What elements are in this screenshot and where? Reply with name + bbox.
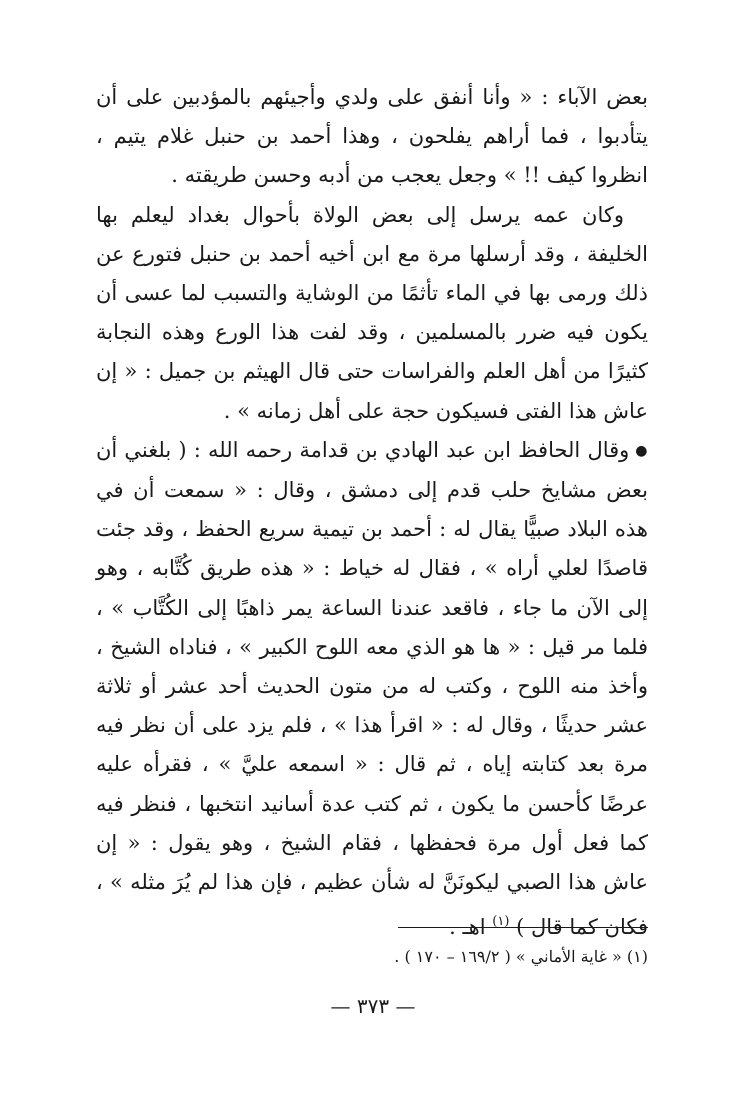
page-number: — ٣٧٣ — (330, 994, 416, 1018)
paragraph-3-end: اهـ . (449, 915, 486, 940)
footnote-divider (398, 927, 648, 928)
page-body (96, 78, 648, 947)
paragraph-3-text: وقال الحافظ ابن عبد الهادي بن قدامة رحمه الله : ( بلغني أن بعض مشايخ حلب قدم إلى دمشق ، وقال : « سمعت أن في هذه البلاد صبيًّا يقال له : أحمد بن تيمية سريع الحفظ ، وقد جئت قاصدًا لعلي أراه » ، فقال له خياط : « هذه طريق كُتَّابه ، وهو إلى الآن ما جاء ، فاقعد عندنا الساعة يمر ذاهبًا إلى الكُتَّاب » ، فلما مر قيل : « ها هو الذي معه اللوح الكبير » ، فناداه الشيخ ، وأخذ منه اللوح ، وكتب له من متون الحديث أحد عشر أو ثلاثة عشر حديثًا ، وقال له : « اقرأ هذا » ، فلم يزد على أن نظر فيه مرة بعد كتابته إياه ، ثم قال : « اسمعه عليَّ » ، فقرأه عليه عرضًا كأحسن ما يكون ، ثم كتب عدة أسانيد انتخبها ، فنظر فيه كما فعل أول مرة فحفظها ، فقام الشيخ ، وهو يقول : « إن عاش هذا الصبي ليكونَنَّ له شأن عظيم ، فإن هذا لم يُرَ مثله » ، فكان كما قال ) (96, 437, 648, 940)
paragraph-2: وكان عمه يرسل إلى بعض الولاة بأحوال بغداد ليعلم بها الخليفة ، وقد أرسلها مرة مع ابن أخيه أحمد بن حنبل فتورع عن ذلك ورمى بها في الماء تأثمًا من الوشاية والتسبب لما عسى أن يكون فيه ضرر بالمسلمين ، وقد لفت هذا الورع وهذه النجابة كثيرًا من أهل العلم والفراسات حتى قال الهيثم بن جميل : « إن عاش هذا الفتى فسيكون حجة على أهل زمانه » . (96, 202, 648, 423)
footnote: (١) « غاية الأماني » ( ١٦٩/٢ – ١٧٠ ) . (394, 947, 648, 966)
bullet-icon: ● (635, 442, 648, 459)
footnote-reference: (١) (492, 914, 510, 930)
paragraph-3 (96, 431, 648, 948)
paragraph-1: بعض الآباء : « وأنا أنفق على ولدي وأجيئهم بالمؤدبين على أن يتأدبوا ، فما أراهم يفلحون ، وهذا أحمد بن حنبل غلام يتيم ، انظروا كيف !! » وجعل يعجب من أدبه وحسن طريقته . (96, 85, 648, 188)
body-text (96, 78, 648, 947)
